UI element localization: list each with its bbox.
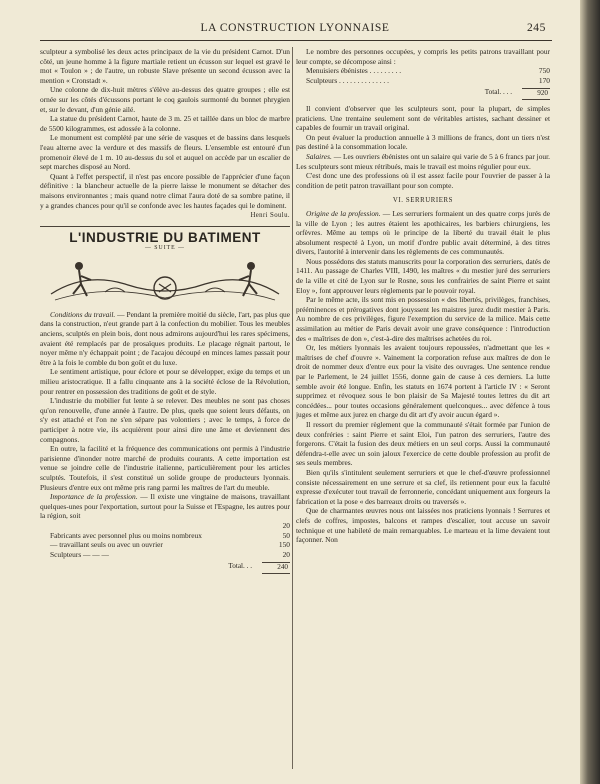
paragraph-lead: Importance de la profession. [50, 492, 138, 502]
paragraph-lead: Origine de la profession. [306, 208, 381, 218]
paragraph [40, 367, 290, 396]
paragraph-text: Le sentiment artistique, pour éclore et pour se développer, exige du temps et un milieu aristocratique. Il a fallu cinquante ans à la société éclose de la Révolution, pour rentrer en possession des traditions de goût et de style. [40, 367, 290, 396]
separator-rule [40, 226, 290, 227]
header-rule [40, 40, 552, 41]
paragraph-text: Or, les métiers lyonnais les avaient toujours repoussées, n'admettant que les « maîtrises de chef d'ouvre ». Vainement la corporation refuse aux maîtres de don le droit de nommer deux d'entre eux pour la visite des ouvrages. Une sentence rendue par le Parlement, le 24 juillet 1556, donne gain de cause à ces derniers. La lutte semble avoir été longue. Enfin, les statuts en 1674 portent à l'article IV : « Seront supprimez et révoquez sous le bon plaisir de Sa Majesté toutes lettres du dit art concédées... pour toutes occasions généralement quelconques... avec défence à tous juges et même aux jurez en charge du dit art d'y avoir aucun égard ». [296, 343, 550, 420]
paragraph [296, 506, 550, 544]
paragraph-text: On peut évaluer la production annuelle à 3 millions de francs, dont un tiers n'est pas destiné à la consommation locale. [296, 132, 550, 152]
paragraph-text: — Il existe une vingtaine de maisons, travaillant quelques-unes pour l'exportation, surtout pour la Suisse et l'Espagne, les autres pour la région, soit [40, 492, 290, 521]
page-number: 245 [526, 22, 546, 34]
table-row [40, 531, 290, 541]
paragraph [40, 492, 290, 521]
paragraph [296, 104, 550, 133]
section-heading: VI. SERRURIERS [392, 197, 454, 205]
paragraph [296, 133, 550, 152]
running-header [40, 22, 550, 40]
table-total [40, 562, 290, 574]
table-row [40, 540, 290, 550]
table-label: Sculpteurs — — — [50, 549, 109, 559]
column-divider [292, 47, 293, 769]
total-label: Total. . . . [484, 88, 512, 97]
binding-edge [580, 0, 600, 784]
paragraph [296, 468, 550, 506]
paragraph-text: Bien qu'ils s'intitulent seulement serruriers et que le chef-d'œuvre professionnel consiste nécessairement en une serrure et sa clef, ils retiennent pour eux la faculté expresse d'exécuter tout travail de ferronnerie, concédant uniquement aux forgeurs la fabrication et la pose « des barreaux droits ou traversés ». [296, 467, 550, 506]
paragraph: Quant à l'effet perspectif, il n'est pas encore possible de l'apprécier d'une façon définitive : la blancheur actuelle de la pierre laisse le monument se détacher des maisons environnantes ; mais quand notre climat l'aura doté de sa sombre patine, il y a grandes chances pour qu'il se confonde avec les hautes façades qui le dominent. [40, 171, 290, 210]
table-value: 20 [282, 520, 290, 530]
paragraph-text: Il ressort du premier règlement que la communauté s'était formée par l'union de deux confréries : saint Pierre et saint Eloi, l'un patron des serruriers, l'autre des forgerons. C'était la fusion des deux métiers en un seul corps. Aussi la communauté défendra-t-elle avec un soin jaloux l'exercice de cette double profession au profit de ses seuls membres. [296, 419, 550, 468]
total-value: 920 [522, 88, 550, 100]
table-value: 750 [538, 66, 550, 76]
table-label: Sculpteurs . . . . . . . . . . . . . . [306, 75, 389, 85]
paragraph [296, 152, 550, 171]
paragraph [296, 295, 550, 343]
paragraph-text: Nous possédons des statuts manuscrits pour la corporation des serruriers, datés de 1411. Au passage de Charles VIII, 1490, les maîtres « du mestier juré des serruriers de la ville et cité de Lyon sur le Rosne, sous les confrairies de saint Pierre et saint Eloy », font approuver leurs règlements par le pouvoir royal. [296, 256, 550, 295]
paragraph: Le monument est complété par une série de vasques et de bassins dans lesquels l'eau alterne avec la verdure et des massifs de fleurs. L'ensemble est entouré d'un promenoir élevé de 1 m. 10 au-dessus du sol et auquel on accède par un escalier de sept marches disposé au Nord. [40, 133, 290, 172]
table-row [296, 76, 550, 86]
table-label: — travaillant seuls ou avec un ouvrier [50, 540, 163, 550]
paragraph [296, 209, 550, 257]
total-label: Total. . . [228, 562, 252, 571]
paragraph [296, 420, 550, 468]
paragraph-text: Il convient d'observer que les sculpteurs sont, pour la plupart, de simples praticiens. Une trentaine seulement sont de véritables artistes, sachant dessiner et capables de fournir un travail original. [296, 103, 550, 133]
paragraph: La statue du président Carnot, haute de 3 m. 25 et taillée dans un bloc de marbre de 5500 kilogrammes, est adossée à la colonne. [40, 114, 290, 133]
total-value: 240 [262, 562, 290, 574]
paragraph: Une colonne de dix-huit mètres s'élève au-dessus des quatre groupes ; elle est ornée sur les côtés d'écussons portant le coq gaulois surmonté du bonnet phrygien et, sur le devant, d'un génie ailé. [40, 85, 290, 114]
paragraph-text: C'est donc une des professions où il est assez facile pour l'ouvrier de passer à la condition de petit patron travaillant pour son compte. [296, 171, 550, 190]
paragraph [296, 343, 550, 420]
paragraph-text: — Les serruriers formaient un des quatre corps jurés de la ville de Lyon ; les autres étaient les apothicaires, les barbiers chirurgiens, les orfèvres. Même au temps où le principe de la liberté du travail était le plus absolument respecté à Lyon, un motif d'ordre public avait déterminé, à des titres divers, l'autorité à intervenir dans les règlements de ces communautés. [296, 208, 550, 257]
left-column [40, 47, 290, 772]
paragraph-text: — Pendant la première moitié du siècle, l'art, pas plus que dans la construction, n'eut grande part à la confection du mobilier. Tous les meubles anciens, sculptés en plein bois, dont nous admirons aujourd'hui les rares spécimens, avaient été remplacés par de prosaïques produits. Le placage régnait partout, le noyer même n'y échappait point ; de l'acajou découpé en minces lames passait pour être à la fois le comble du bon goût et du luxe. [40, 309, 290, 367]
paragraph-text: Par le même acte, ils sont mis en possession « des libertés, privilèges, franchises, prééminences et prérogatives dont jouyssent les maistres jurez dudit mestier à Paris. Au nombre de ces privilèges, figure l'exemption du service de la milice. Mais cette assimilation au métier de Paris devait avoir une grave conséquence : l'introduction des « maîtrises de don », c'est-à-dire des maîtrises achetées du roi. [296, 295, 550, 343]
table-label: Fabricants avec personnel plus ou moins nombreux [50, 530, 202, 540]
paragraph-text: — Les ouvriers ébénistes ont un salaire qui varie de 5 à 6 francs par jour. Les sculpteurs sont mieux rétribués, mais le travail est moins régulier pour eux. [296, 151, 550, 171]
paragraph: Le nombre des personnes occupées, y compris les petits patrons travaillant pour leur compte, se décompose ainsi : [296, 47, 550, 66]
paragraph [40, 444, 290, 492]
author-signature: Henri Soulu. [250, 212, 290, 220]
table-label [40, 521, 260, 531]
right-column [296, 47, 550, 772]
paragraph-lead: Salaires. [306, 151, 332, 161]
paragraph [40, 310, 290, 368]
article-title: L'INDUSTRIE DU BATIMENT [69, 229, 261, 245]
article-banner [40, 229, 290, 310]
paragraph [296, 257, 550, 295]
paragraph-text: En outre, la facilité et la fréquence des communications ont permis à l'industrie parisienne d'inonder notre marché de produits courants. A cette importation est venue se joindre celle de l'industrie italienne, particulièrement pour les articles sculptés. Toutefois, il s'est constitué un solide groupe de producteurs lyonnais. Plusieurs d'entre eux ont même pris rang parmi les maîtres de l'art du meuble. [40, 444, 290, 492]
table-value: 50 [282, 530, 290, 540]
table-row [296, 66, 550, 76]
table-row [40, 521, 290, 531]
paragraph-lead: Conditions du travail. [50, 309, 116, 319]
journal-title: LA CONSTRUCTION LYONNAISE [200, 22, 390, 34]
table-row [40, 550, 290, 560]
paragraph-text: Que de charmantes œuvres nous ont laissées nos praticiens lyonnais ! Serrures et clefs de coffres, impostes, balcons et rampes d'escalier, tout accuse un savoir technique et une habileté de main remarquables. Le marteau et la lime devaient tout façonner. Non [296, 506, 550, 545]
table-value: 170 [538, 75, 550, 85]
article-subtitle: — SUITE — [145, 245, 185, 252]
table-value: 150 [278, 540, 290, 550]
paragraph [296, 171, 550, 190]
table-label: Menuisiers ébénistes . . . . . . . . . [306, 66, 402, 76]
workers-illustration [45, 254, 285, 310]
paragraph [40, 396, 290, 444]
table-total [296, 88, 550, 100]
table-value: 20 [282, 549, 290, 559]
paragraph: sculpteur a symbolisé les deux actes principaux de la vie du président Carnot. D'un côté, un jeune homme à la figure martiale retient un écusson sur lequel est gravé le mot « Toulon » ; de l'autre, un robuste Slave présente un second écusson avec la mention « Cronstadt ». [40, 47, 290, 85]
paragraph-text: L'industrie du mobilier fut lente à se relever. Des meubles ne sont pas choses qu'on renouvelle, d'une année à l'autre. De plus, quels que soient leurs défauts, on s'y est attaché et l'on ne s'en sépare pas volontiers ; avec le temps, à force de participer à notre vie, ils acquièrent pour ainsi dire une âme et deviennent des compagnons. [40, 396, 290, 444]
